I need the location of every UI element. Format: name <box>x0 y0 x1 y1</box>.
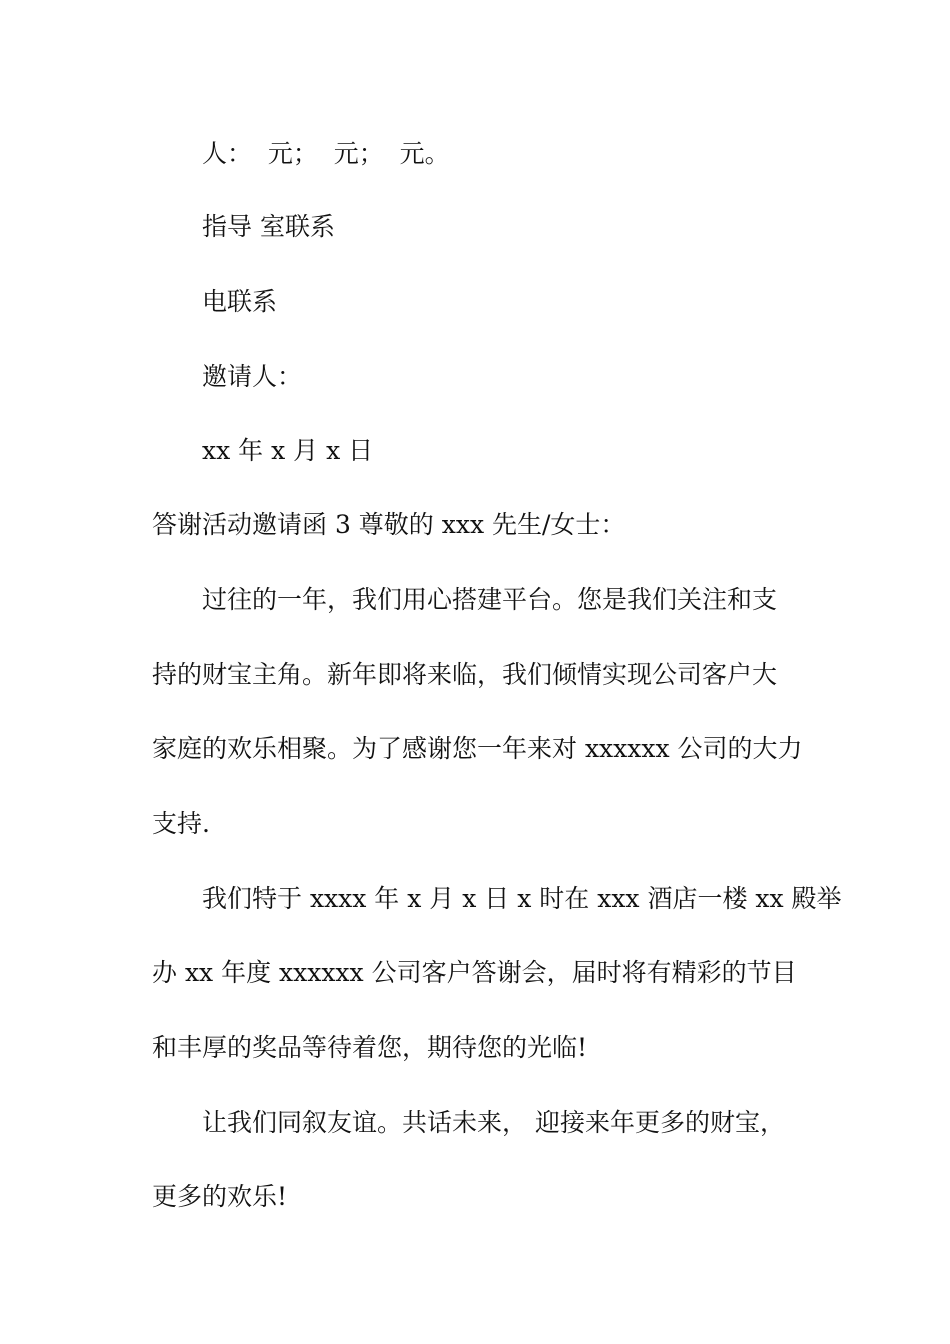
text-line-inviter: 邀请人： <box>202 362 303 391</box>
text-line-fee: 人： 元； 元； 元。 <box>202 139 450 168</box>
text-line-phone-contact: 电联系 <box>202 287 278 316</box>
text-line-para3-2: 更多的欢乐! <box>152 1182 288 1211</box>
text-line-guidance-office: 指导 室联系 <box>202 212 335 241</box>
text-line-para1-2: 持的财宝主角。新年即将来临，我们倾情实现公司客户大 <box>152 660 778 689</box>
text-line-para1-1: 过往的一年，我们用心搭建平台。您是我们关注和支 <box>202 585 778 614</box>
text-line-letter-heading: 答谢活动邀请函 3 尊敬的 xxx 先生/女士： <box>152 510 626 539</box>
text-line-para2-3: 和丰厚的奖品等待着您，期待您的光临! <box>152 1033 588 1062</box>
text-line-date: xx 年 x 月 x 日 <box>202 436 374 465</box>
text-line-para1-3: 家庭的欢乐相聚。为了感谢您一年来对 xxxxxx 公司的大力 <box>152 734 803 763</box>
text-line-para2-2: 办 xx 年度 xxxxxx 公司客户答谢会，届时将有精彩的节目 <box>152 958 797 987</box>
text-line-para1-4: 支持. <box>152 809 210 838</box>
text-line-para2-1: 我们特于 xxxx 年 x 月 x 日 x 时在 xxx 酒店一楼 xx 殿举 <box>202 884 842 913</box>
text-line-para3-1: 让我们同叙友谊。共话未来， 迎接来年更多的财宝， <box>202 1108 785 1137</box>
